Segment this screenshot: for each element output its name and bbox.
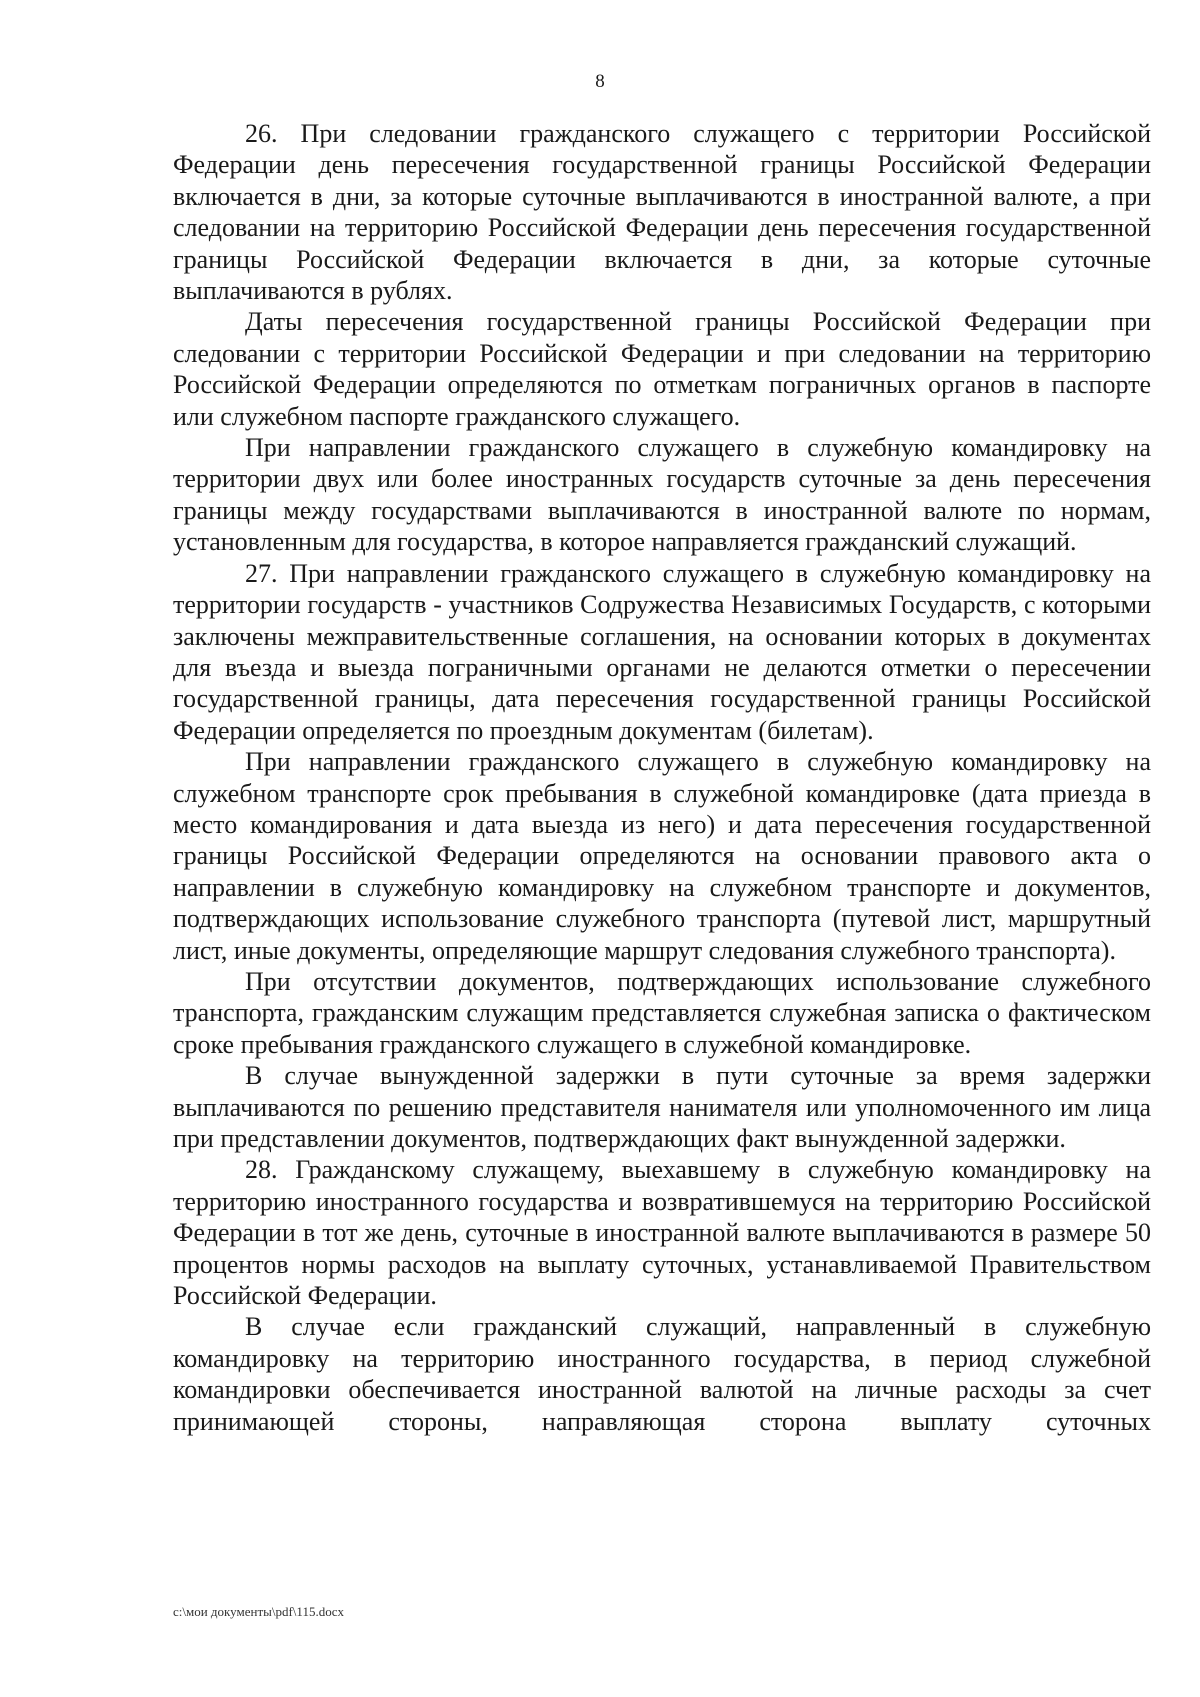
paragraph-multiple-states: При направлении гражданского служащего в служебную командировку на территории двух или более иностранных государств суточные за день пересечения границы между государствами выплачиваются в иностранной валюте по нормам, установленным для государства, в которое направляется гражданский служащий. <box>173 433 1151 557</box>
paragraph-28-same-day-return: 28. Гражданскому служащему, выехавшему в служебную командировку на территорию иностранного государства и возвратившемуся на территорию Российской Федерации в тот же день, суточные в иностранной валюте выплачиваются в размере 50 процентов нормы расходов на выплату суточных, устанавливаемой Правительством Российской Федерации. <box>173 1155 1151 1311</box>
page-number: 8 <box>595 71 605 92</box>
paragraph-forced-delay: В случае вынужденной задержки в пути суточные за время задержки выплачиваются по решению представителя нанимателя или уполномоченного им лица при представлении документов, подтверждающих факт вынужденной задержки. <box>173 1061 1151 1153</box>
paragraph-26-crossing-day: 26. При следовании гражданского служащего с территории Российской Федерации день пересечения государственной границы Российской Федерации включается в дни, за которые суточные выплачиваются в иностранной валюте, а при следовании на территорию Российской Федерации день пересечения государственной границы Российской Федерации включается в дни, за которые суточные выплачиваются в рублях. <box>173 119 1151 306</box>
paragraph-missing-documents: При отсутствии документов, подтверждающих использование служебного транспорта, гражданским служащим представляется служебная записка о фактическом сроке пребывания гражданского служащего в служебной командировке. <box>173 966 1151 1059</box>
document-body <box>173 118 1151 1437</box>
paragraph-crossing-dates: Даты пересечения государственной границы Российской Федерации при следовании с территории Российской Федерации и при следовании на территорию Российской Федерации определяются по отметкам пограничных органов в паспорте или служебном паспорте гражданского служащего. <box>173 307 1151 431</box>
footer-file-path: c:\мои документы\pdf\115.docx <box>173 1604 344 1619</box>
paragraph-27-cis-states: 27. При направлении гражданского служащего в служебную командировку на территории государств - участников Содружества Независимых Государств, с которыми заключены межправительственные соглашения, на основании которых в документах для въезда и выезда пограничными органами не делаются отметки о пересечении государственной границы, дата пересечения государственной границы Российской Федерации определяется по проездным документам (билетам). <box>173 558 1151 745</box>
paragraph-host-side-currency: В случае если гражданский служащий, направленный в служебную командировку на территорию иностранного государства, в период служебной командировки обеспечивается иностранной валютой на личные расходы за счет принимающей стороны, направляющая сторона выплату суточных <box>173 1312 1151 1436</box>
paragraph-official-transport: При направлении гражданского служащего в служебную командировку на служебном транспорте срок пребывания в служебной командировке (дата приезда в место командирования и дата выезда из него) и дата пересечения государственной границы Российской Федерации определяются на основании правового акта о направлении в служебную командировку на служебном транспорте и документов, подтверждающих использование служебного транспорта (путевой лист, маршрутный лист, иные документы, определяющие маршрут следования служебного транспорта). <box>173 747 1151 965</box>
